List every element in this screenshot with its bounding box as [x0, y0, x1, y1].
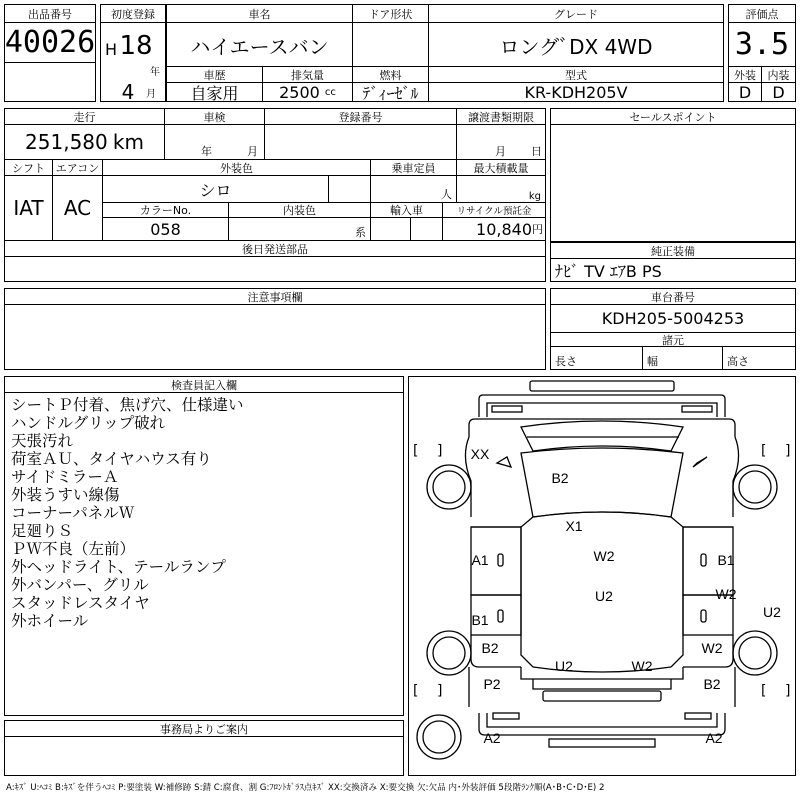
max-load-unit: kg — [528, 191, 541, 202]
recycle-label: リサイクル預託金 — [443, 203, 545, 218]
import-cell-b — [411, 218, 443, 240]
car-name-label: 車名 — [167, 5, 353, 23]
ac: AC — [53, 176, 103, 240]
transfer-cell — [457, 125, 545, 159]
mark-w2-rear: W2 — [631, 658, 653, 674]
mileage-unit: km — [112, 130, 144, 154]
remark-line: 荷室ＡＵ、タイヤハウス有り — [11, 450, 212, 468]
remark-line: サイドミラーＡ — [11, 468, 119, 486]
mark-a1: A1 — [471, 552, 489, 568]
later-parts-label: 後日発送部品 — [5, 241, 545, 257]
caution-box — [4, 288, 546, 370]
int-color-unit: 系 — [355, 226, 366, 239]
transfer-month-unit: 月 — [495, 145, 506, 158]
shift-label: シフト — [5, 160, 53, 176]
genuine-box — [550, 242, 796, 282]
history: 自家用 — [167, 83, 263, 101]
length-label: 長さ — [551, 347, 643, 369]
remark-line: シートＰ付着、焦げ穴、仕様違い — [11, 396, 244, 414]
inspection-label: 車検 — [165, 109, 265, 125]
height-label: 高さ — [727, 355, 749, 368]
remark-line: ハンドルグリップ破れ — [11, 414, 166, 432]
interior-label: 内装 — [762, 67, 795, 83]
dims-label: 諸元 — [551, 333, 795, 347]
mark-b1-right: B1 — [717, 552, 735, 568]
reg-year: 18 — [119, 31, 153, 61]
lot-label: 出品番号 — [5, 5, 95, 23]
svg-text:[: [ — [413, 443, 419, 459]
mileage-label: 走行 — [5, 109, 165, 125]
inspection-month-unit: 月 — [247, 145, 258, 158]
grade: ロングﾞDX 4WD — [499, 34, 653, 59]
car-diagram — [409, 377, 795, 775]
displacement-cell — [263, 83, 353, 101]
genuine-equipment: ﾅﾋﾞ TV ｴｱB PS — [555, 261, 662, 281]
mark-w2-right2: W2 — [701, 640, 723, 656]
capacity-cell — [371, 176, 457, 202]
history-label: 車歴 — [167, 67, 263, 83]
import-label: 輸入車 — [371, 203, 443, 218]
inspector-remarks — [11, 396, 401, 630]
score: 3.5 — [729, 23, 795, 67]
capacity-unit: 人 — [441, 188, 452, 201]
color-no: 058 — [103, 218, 229, 240]
mark-b2-front: B2 — [551, 470, 569, 486]
int-color-cell — [229, 218, 371, 240]
recycle-unit: 円 — [532, 223, 543, 236]
displacement-label: 排気量 — [263, 67, 353, 83]
interior-grade: D — [772, 83, 785, 101]
grade-label: グレード — [429, 5, 723, 23]
genuine-label: 純正装備 — [551, 243, 795, 259]
office-label: 事務局よりご案内 — [5, 721, 403, 737]
transfer-label: 譲渡書類期限 — [457, 109, 545, 125]
remark-line: 外ヘッドライト、テールランプ — [11, 558, 226, 576]
mark-w2-right: W2 — [715, 586, 737, 602]
mark-u2-right: U2 — [763, 604, 781, 620]
mark-x1: X1 — [565, 518, 583, 534]
transfer-day-unit: 日 — [531, 145, 542, 158]
fuel-label: 燃料 — [353, 67, 429, 83]
max-load-cell — [457, 176, 545, 202]
later-parts — [5, 257, 545, 281]
inspection-cell — [165, 125, 265, 159]
ext-color-label: 外装色 — [103, 160, 371, 176]
svg-text:[: [ — [413, 683, 419, 699]
svg-text:]: ] — [437, 443, 443, 459]
row2-box — [4, 108, 546, 282]
era: H — [104, 39, 118, 59]
chassis-label: 車台番号 — [551, 289, 795, 305]
inspector-label: 検査員記入欄 — [5, 377, 403, 393]
mark-b1-left: B1 — [471, 612, 489, 628]
remark-line: 外ホイール — [11, 612, 89, 630]
inspector-box — [4, 376, 404, 716]
reg-no-label: 登録番号 — [265, 109, 457, 125]
import-cell-a — [371, 218, 411, 240]
int-color-label: 内装色 — [229, 203, 371, 218]
remark-line: コーナーパネルＷ — [11, 504, 135, 522]
svg-text:]: ] — [785, 443, 791, 459]
remark-line: 足廻りＳ — [11, 522, 74, 540]
max-load-label: 最大積載量 — [457, 160, 545, 176]
car-diagram-box — [408, 376, 796, 776]
year-unit: 年 — [150, 66, 160, 77]
score-box — [728, 4, 796, 102]
door-value — [353, 23, 429, 67]
mark-b2-right: B2 — [703, 676, 721, 692]
displacement-unit: cc — [324, 86, 336, 98]
exterior-grade: D — [729, 83, 762, 101]
model-code: KR-KDH205V — [524, 83, 628, 101]
recycle-cell — [443, 218, 545, 240]
svg-text:]: ] — [785, 683, 791, 699]
sales-point-box — [550, 108, 796, 242]
legend: A:ｷｽﾞ U:ﾍｺﾐ B:ｷｽﾞを伴うﾍｺﾐ P:要塗装 W:補修跡 S:錆 C:腐食、割 G:ﾌﾛﾝﾄｶﾞﾗｽ点ｷｽﾞ XX:交換済み X:要交換 欠:欠品 内･外装評価 5段階ﾗﾝｸ順(A･B･C･D･E) 2 — [6, 783, 605, 793]
mark-p2: P2 — [483, 676, 501, 692]
remark-line: 外装うすい線傷 — [11, 486, 120, 504]
mark-a2-right: A2 — [705, 730, 723, 746]
ext-color: シロ — [103, 176, 329, 202]
width-label: 幅 — [643, 347, 723, 369]
capacity-label: 乗車定員 — [371, 160, 457, 176]
mark-a2-left: A2 — [483, 730, 501, 746]
lot-number: 40026 — [5, 23, 95, 63]
remark-line: 外バンパー、グリル — [11, 576, 149, 594]
mileage-cell — [5, 125, 165, 159]
mark-b2-left: B2 — [481, 640, 499, 656]
office-box — [4, 720, 404, 776]
reg-month: 4 — [121, 81, 135, 103]
lot-box — [4, 4, 96, 102]
score-label: 評価点 — [729, 5, 795, 23]
month-unit: 月 — [146, 88, 156, 99]
reg-no — [265, 125, 457, 159]
exterior-label: 外装 — [729, 67, 762, 83]
car-name: ハイエースバン — [167, 23, 353, 67]
mark-w2-center: W2 — [593, 548, 615, 564]
main-header-box — [166, 4, 724, 102]
first-reg-label: 初度登録 — [101, 5, 165, 23]
mark-u2-center: U2 — [595, 588, 613, 604]
inspection-year-unit: 年 — [201, 145, 212, 158]
model-label: 型式 — [429, 67, 723, 83]
mark-u2-rear: U2 — [555, 658, 573, 674]
fuel: ﾃﾞｨｰｾﾞﾙ — [353, 83, 429, 101]
remark-line: スタッドレスタイヤ — [11, 594, 150, 612]
svg-text:]: ] — [437, 683, 443, 699]
svg-text:[: [ — [761, 683, 767, 699]
first-reg-box — [100, 4, 166, 102]
chassis-box — [550, 288, 796, 370]
ac-label: エアコン — [53, 160, 103, 176]
door-label: ドア形状 — [353, 5, 429, 23]
svg-text:[: [ — [761, 443, 767, 459]
remark-line: ＰＷ不良（左前） — [11, 540, 136, 558]
sales-point-label: セールスポイント — [551, 109, 795, 125]
recycle: 10,840 — [476, 219, 532, 239]
ext-color-extra — [329, 176, 371, 202]
displacement: 2500 — [279, 83, 320, 101]
mark-xx: XX — [470, 446, 490, 462]
shift: IAT — [5, 176, 53, 240]
color-no-label: カラーNo. — [103, 203, 229, 218]
caution-label: 注意事項欄 — [5, 289, 545, 305]
remark-line: 天張汚れ — [11, 432, 74, 450]
mileage: 251,580 — [25, 130, 108, 154]
chassis-number: KDH205-5004253 — [551, 305, 795, 333]
